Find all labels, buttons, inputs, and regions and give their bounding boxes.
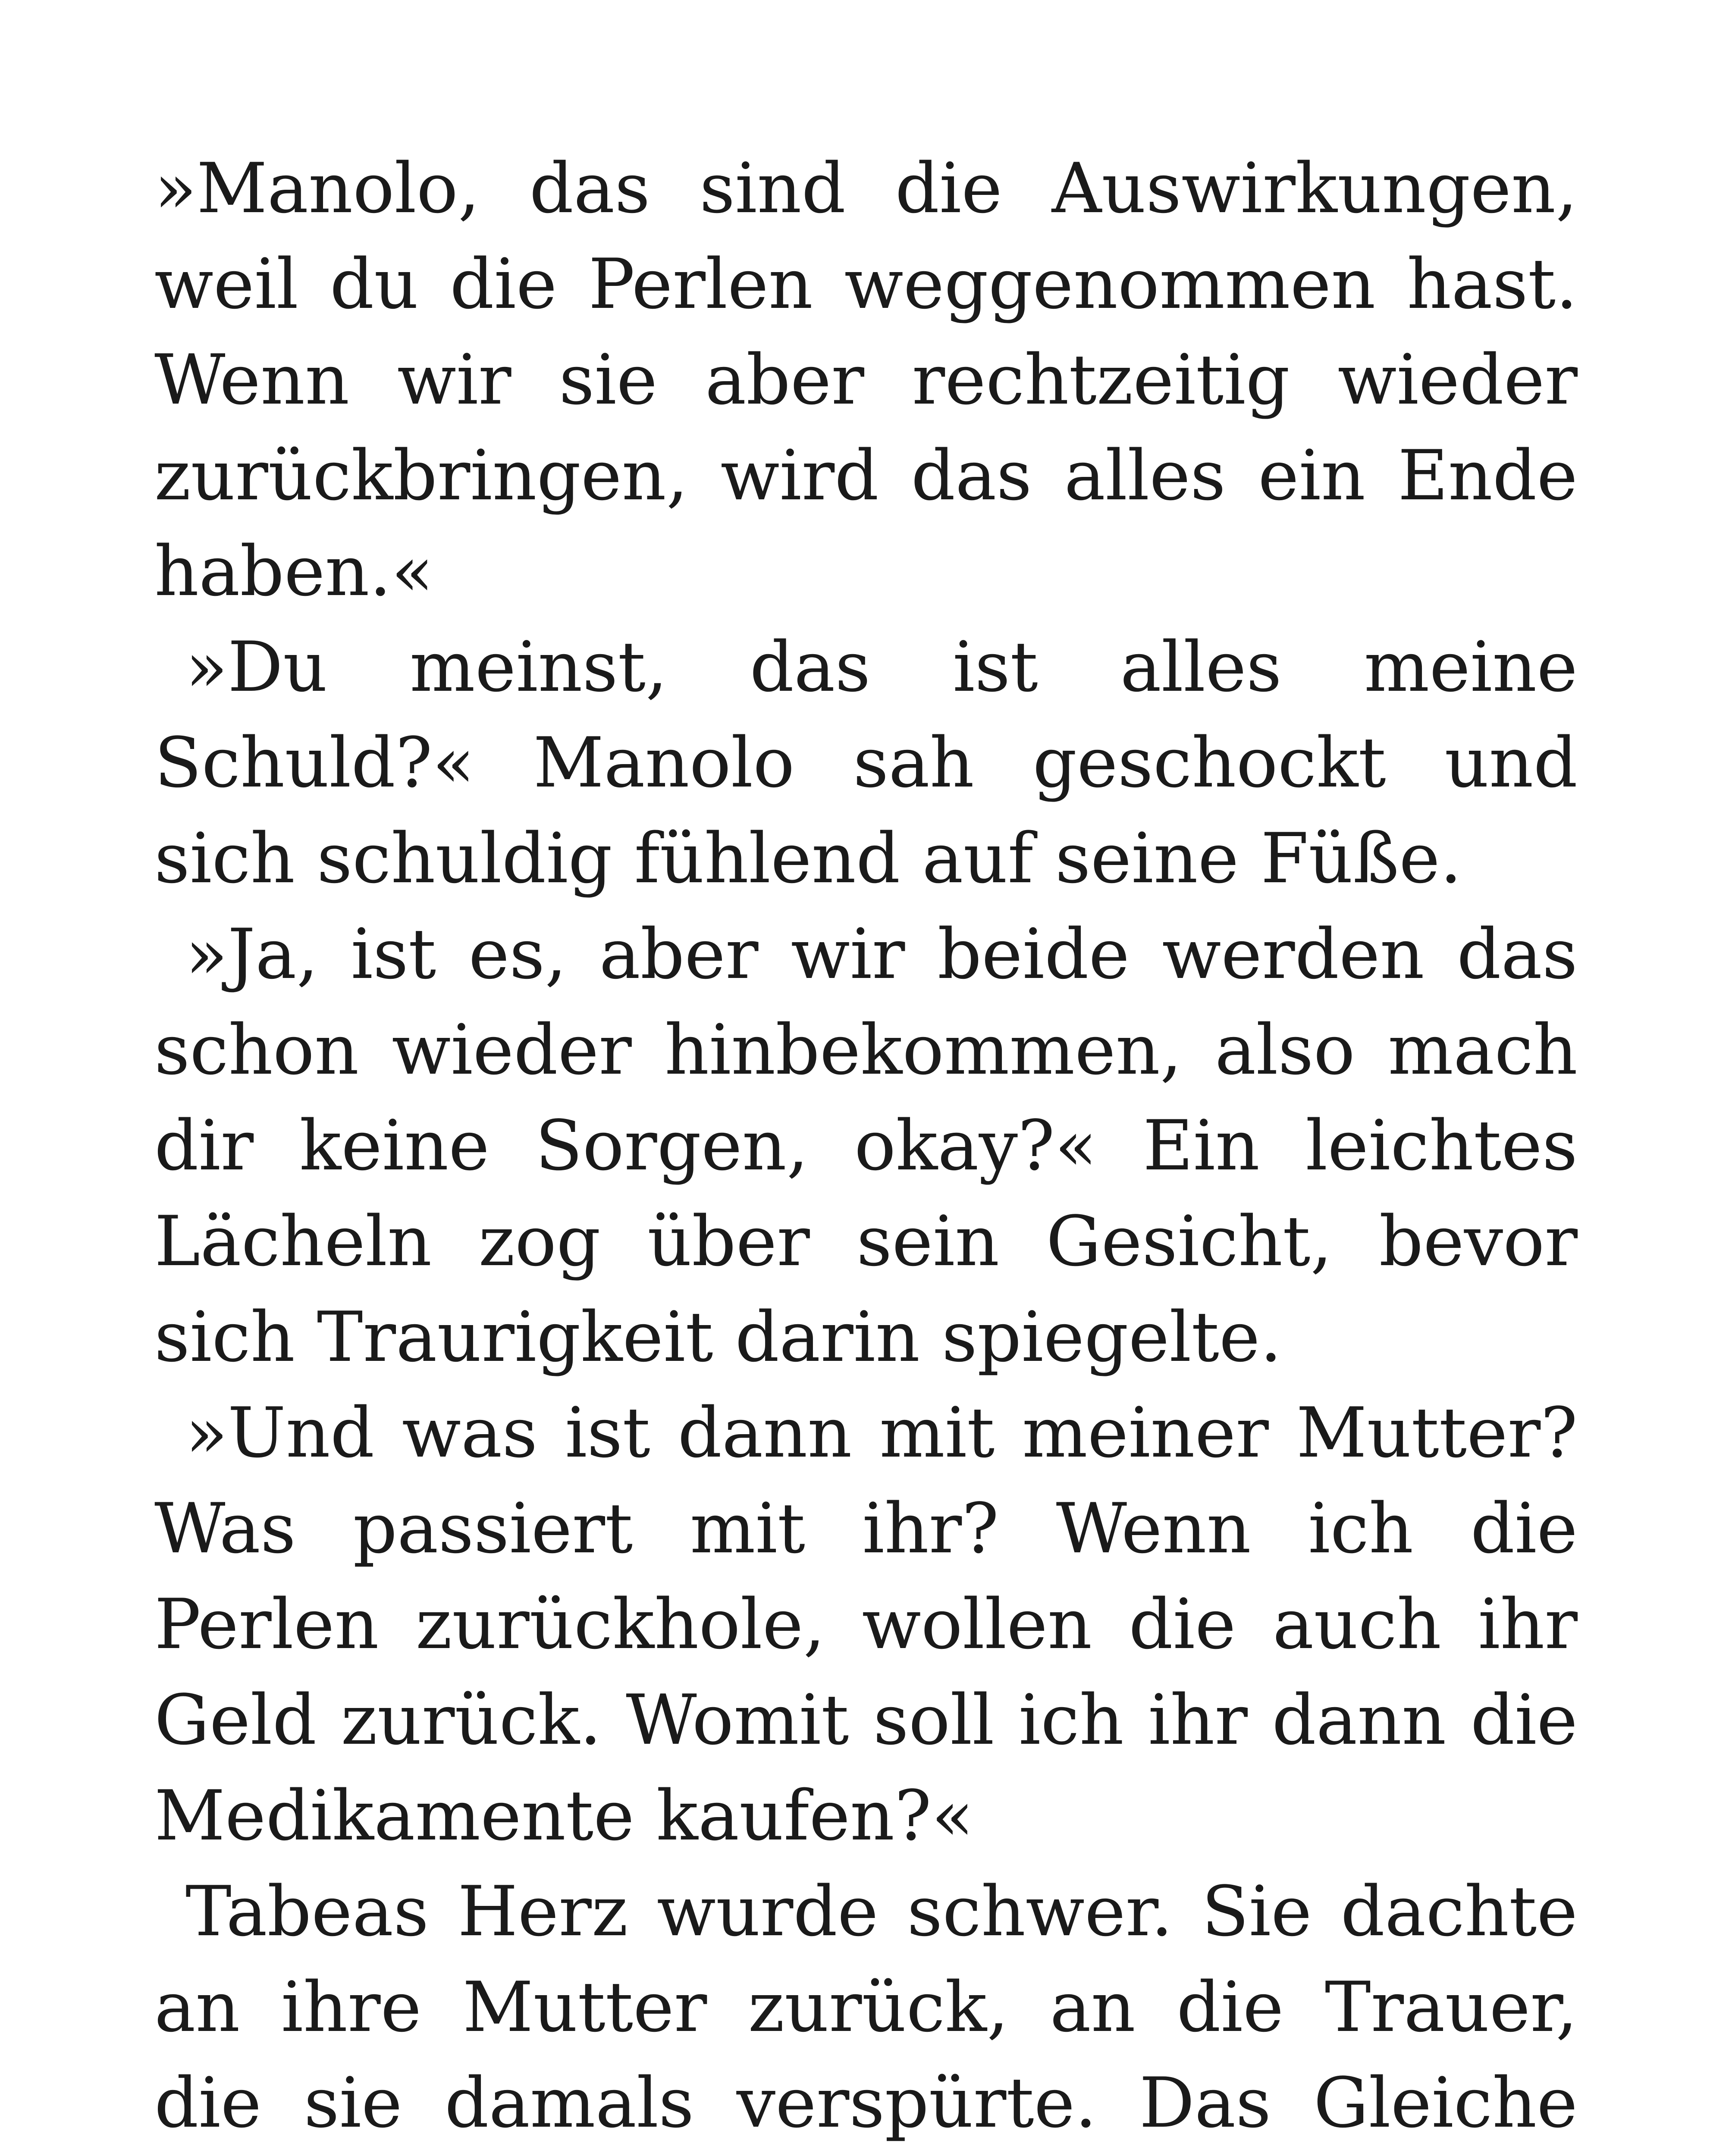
paragraph-1: »Manolo, das sind die Auswirkungen, weil du die Perlen weggenommen hast. Wenn wir sie aber rechtzeitig wieder zurückbringen, wird das alles ein Ende haben.« <box>154 148 1578 611</box>
paragraph-2: »Du meinst, das ist alles meine Schuld?« Manolo sah geschockt und sich schuldig fühlend auf seine Füße. <box>154 627 1578 899</box>
paragraph-3: »Ja, ist es, aber wir beide werden das schon wieder hinbekommen, also mach dir keine Sorgen, okay?« Ein leichtes Lächeln zog über sein Gesicht, bevor sich Traurigkeit darin spiegelte. <box>154 914 1578 1377</box>
paragraph-5: Tabeas Herz wurde schwer. Sie dachte an ihre Mutter zurück, an die Trauer, die sie damals verspürte. Das Gleiche <box>154 1871 1578 2143</box>
body-text <box>154 141 1578 2156</box>
paragraph-4: »Und was ist dann mit meiner Mutter? Was passiert mit ihr? Wenn ich die Perlen zurückhole, wollen die auch ihr Geld zurück. Womit soll ich ihr dann die Medikamente kaufen?« <box>154 1392 1578 1856</box>
